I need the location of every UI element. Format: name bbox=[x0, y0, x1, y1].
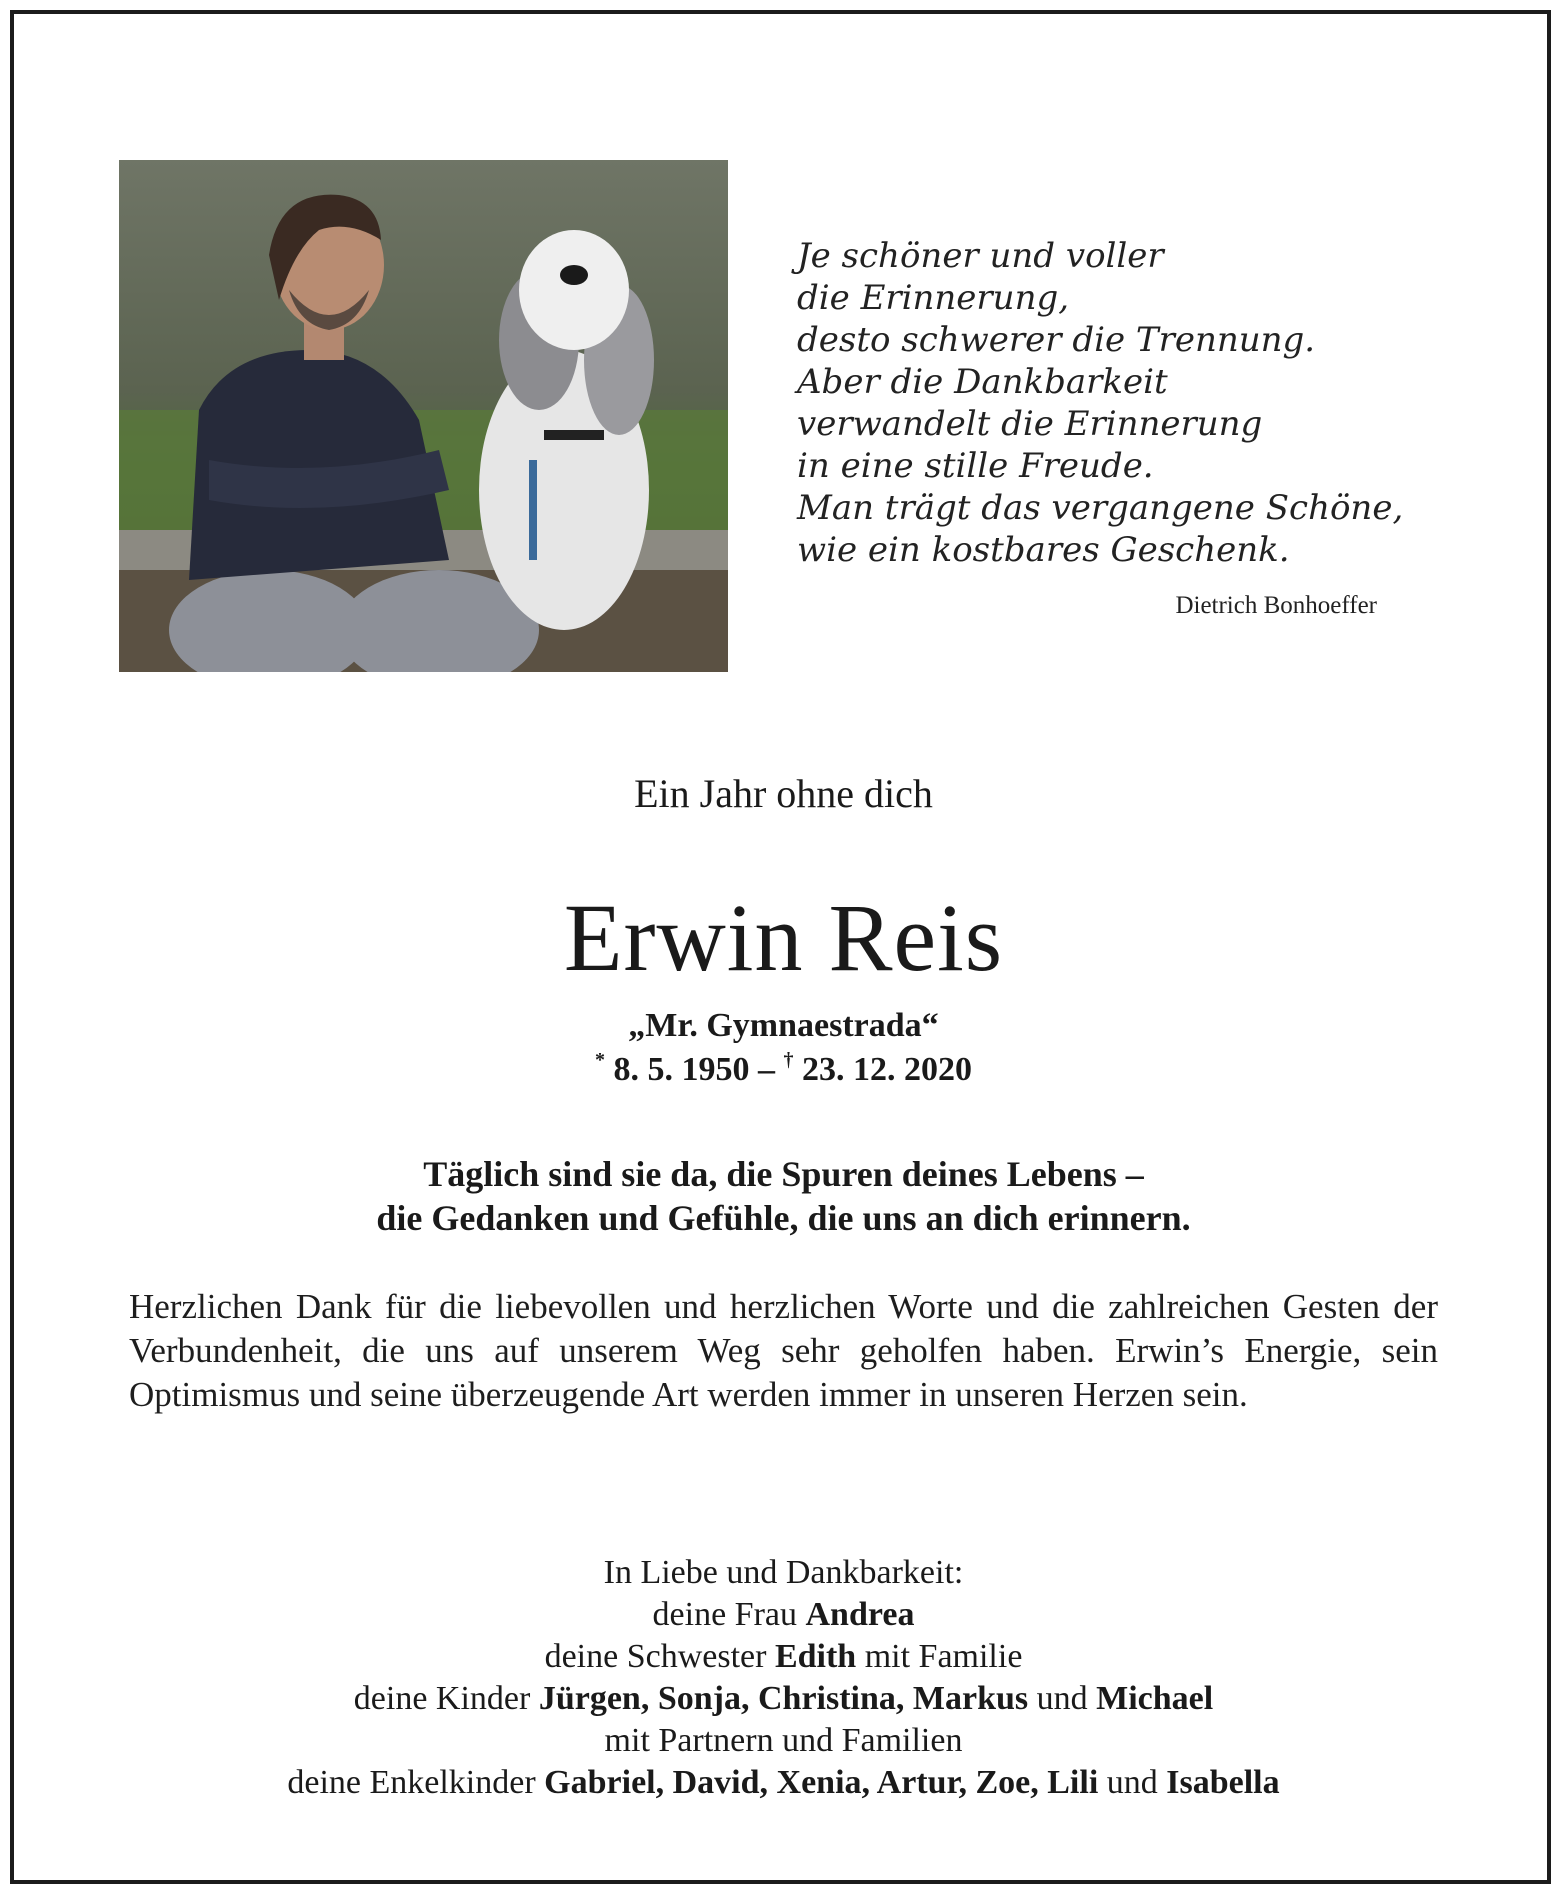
poem-line: verwandelt die Erinnerung bbox=[797, 404, 1263, 444]
poem-line: desto schwerer die Trennung. bbox=[797, 320, 1316, 360]
signature-sister bbox=[0, 1636, 1567, 1678]
signature-block bbox=[0, 1552, 1567, 1804]
sister-name: Edith bbox=[774, 1638, 857, 1675]
poem-line: in eine stille Freude. bbox=[797, 446, 1154, 486]
poem-line: Je schöner und voller bbox=[797, 236, 1164, 276]
date-separator: – bbox=[749, 1051, 784, 1088]
birth-date: 8. 5. 1950 bbox=[613, 1051, 750, 1088]
signature-partners: mit Partnern und Familien bbox=[604, 1722, 963, 1759]
wife-name: Andrea bbox=[805, 1596, 915, 1633]
grandchildren-and: und bbox=[1098, 1764, 1167, 1801]
nickname: „Mr. Gymnaestrada“ bbox=[628, 1007, 939, 1044]
signature-grandchildren bbox=[0, 1762, 1567, 1804]
died-symbol: † bbox=[783, 1049, 794, 1071]
grandchildren-names: Gabriel, David, Xenia, Artur, Zoe, Lili bbox=[544, 1764, 1099, 1801]
memorial-quote bbox=[0, 1152, 1567, 1240]
signature-children bbox=[0, 1678, 1567, 1720]
subtitle: Ein Jahr ohne dich bbox=[634, 771, 933, 816]
grandchildren-last-name: Isabella bbox=[1166, 1764, 1280, 1801]
quote-line-1: Täglich sind sie da, die Spuren deines Lebens – bbox=[423, 1154, 1144, 1194]
poem-line: Man trägt das vergangene Schöne, bbox=[797, 488, 1404, 528]
poem-author: Dietrich Bonhoeffer bbox=[1175, 592, 1377, 619]
children-prefix: deine Kinder bbox=[353, 1680, 539, 1717]
quote-line-2: die Gedanken und Gefühle, die uns an dich erinnern. bbox=[376, 1198, 1191, 1238]
wife-prefix: deine Frau bbox=[652, 1596, 806, 1633]
deceased-name: Erwin Reis bbox=[563, 884, 1004, 991]
children-names: Jürgen, Sonja, Christina, Markus bbox=[538, 1680, 1029, 1717]
signature-intro: In Liebe und Dankbarkeit: bbox=[603, 1554, 964, 1591]
sister-prefix: deine Schwester bbox=[544, 1638, 775, 1675]
poem-line: wie ein kostbares Geschenk. bbox=[797, 530, 1290, 570]
children-and: und bbox=[1028, 1680, 1097, 1717]
death-date: 23. 12. 2020 bbox=[802, 1051, 972, 1088]
life-dates bbox=[0, 1049, 1567, 1089]
poem bbox=[797, 235, 1417, 571]
signature-wife bbox=[0, 1594, 1567, 1636]
grandchildren-prefix: deine Enkelkinder bbox=[287, 1764, 545, 1801]
born-symbol: * bbox=[595, 1049, 605, 1071]
sister-suffix: mit Familie bbox=[856, 1638, 1023, 1675]
portrait-photo bbox=[119, 160, 728, 672]
children-last-name: Michael bbox=[1096, 1680, 1214, 1717]
poem-line: die Erinnerung, bbox=[797, 278, 1070, 318]
thanks-paragraph: Herzlichen Dank für die liebevollen und herzlichen Worte und die zahlreichen Gesten der Verbundenheit, die uns auf unserem Weg sehr geholfen haben. Erwin’s Energie, sein Optimismus und seine überzeugende Art werden immer in unseren Herzen sein. bbox=[129, 1287, 1438, 1414]
poem-line: Aber die Dankbarkeit bbox=[797, 362, 1168, 402]
